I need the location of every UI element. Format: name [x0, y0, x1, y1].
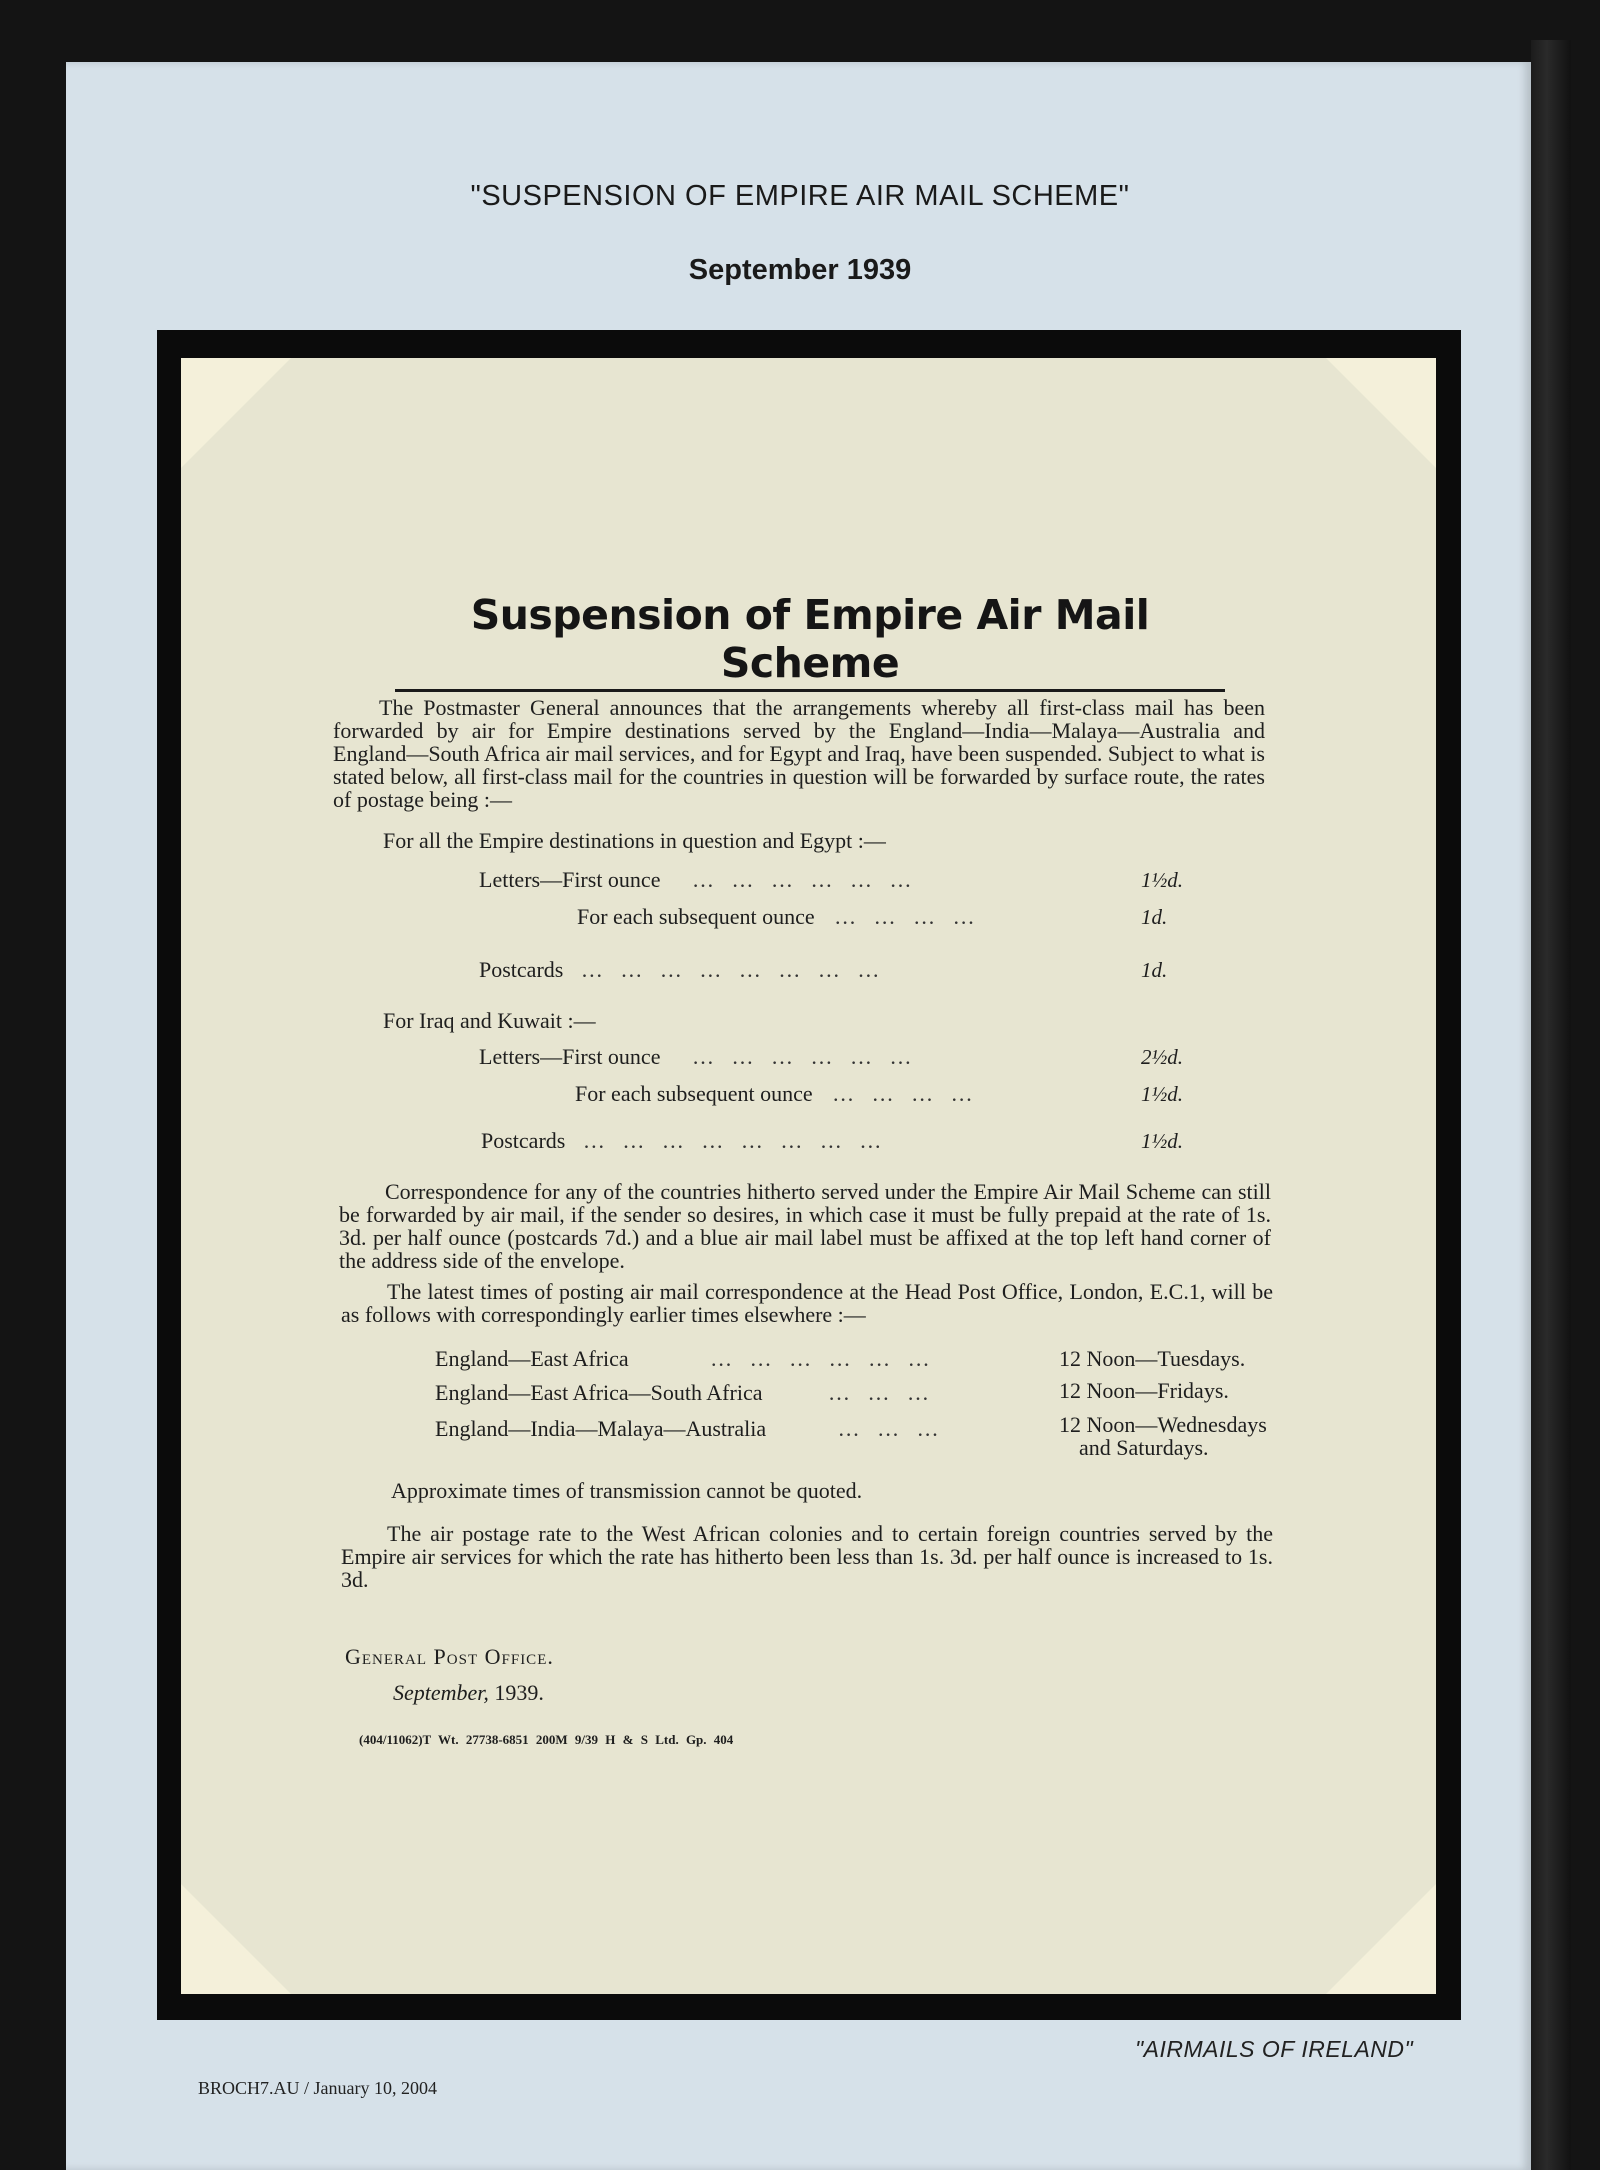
route-time: 12 Noon—Wednesdays	[1059, 1412, 1267, 1437]
rate-row: Postcards … … … … … … … …	[481, 1128, 888, 1153]
route-time: 12 Noon—Tuesdays.	[1059, 1346, 1246, 1371]
rate-amount: 1d.	[1141, 958, 1168, 982]
route-row: England—India—Malaya—Australia … … …	[435, 1416, 945, 1441]
page-edge	[1531, 40, 1571, 2170]
route-time: 12 Noon—Fridays.	[1059, 1378, 1229, 1403]
route-row: England—East Africa—South Africa … … …	[435, 1380, 935, 1405]
section2-title: For Iraq and Kuwait :—	[383, 1008, 596, 1033]
photo-corner	[1326, 1884, 1436, 1994]
notice-document	[181, 358, 1436, 1994]
signoff-date: September, 1939.	[393, 1680, 544, 1705]
photo-corner	[1326, 358, 1436, 468]
rate-amount: 1d.	[1141, 905, 1168, 929]
rate-row: Postcards … … … … … … … …	[479, 957, 886, 982]
rate-amount: 1½d.	[1141, 1082, 1183, 1106]
route-time-continued: and Saturdays.	[1079, 1435, 1209, 1460]
rate-amount: 2½d.	[1141, 1045, 1183, 1069]
rate-amount: 1½d.	[1141, 868, 1183, 892]
correspondence-paragraph: Correspondence for any of the countries hitherto served under the Empire Air Mail Scheme can still be forwarded by air mail, if the sender so desires, in which case it must be fully prepaid at the rate of 1s. 3d. per half ounce (postcards 7d.) and a blue air mail label must be affixed at the top left hand corner of the address side of the envelope.	[339, 1179, 1271, 1273]
signoff-office: General Post Office.	[345, 1644, 554, 1669]
rate-amount: 1½d.	[1141, 1129, 1183, 1153]
rate-row: For each subsequent ounce … … … …	[577, 904, 981, 929]
photo-corner	[181, 358, 291, 468]
west-africa-paragraph: The air postage rate to the West African colonies and to certain foreign countries served by the Empire air services for which the rate has hitherto been less than 1s. 3d. per half ounce is increased to 1s. 3d.	[341, 1521, 1273, 1592]
rate-row: Letters—First ounce … … … … … …	[479, 1044, 918, 1069]
route-row: England—East Africa … … … … … …	[435, 1346, 936, 1371]
rate-row: Letters—First ounce … … … … … …	[479, 867, 918, 892]
latest-times-paragraph: The latest times of posting air mail correspondence at the Head Post Office, London, E.C.1, will be as follows with correspondingly earlier times elsewhere :—	[341, 1279, 1273, 1327]
section1-title: For all the Empire destinations in question and Egypt :—	[383, 828, 886, 853]
album-title: "SUSPENSION OF EMPIRE AIR MAIL SCHEME"	[470, 180, 1130, 212]
album-date: September 1939	[688, 254, 912, 286]
printer-imprint: (404/11062)T Wt. 27738-6851 200M 9/39 H & S Ltd. Gp. 404	[359, 1732, 734, 1747]
approx-note: Approximate times of transmission cannot be quoted.	[391, 1478, 863, 1503]
intro-paragraph: The Postmaster General announces that the arrangements whereby all first-class mail has been forwarded by air for Empire destinations served by the England—India—Malaya—Australia and England—South Africa air mail services, and for Egypt and Iraq, have been suspended. Subject to what is stated below, all first-class mail for the countries in question will be forwarded by surface route, the rates of postage being :—	[333, 695, 1265, 812]
notice-heading: Suspension of Empire Air Mail Scheme	[395, 591, 1225, 692]
footer-reference: BROCH7.AU / January 10, 2004	[198, 2078, 437, 2098]
photo-corner	[181, 1884, 291, 1994]
rate-row: For each subsequent ounce … … … …	[575, 1081, 979, 1106]
footer-collection-title: "AIRMAILS OF IRELAND"	[1135, 2036, 1414, 2062]
